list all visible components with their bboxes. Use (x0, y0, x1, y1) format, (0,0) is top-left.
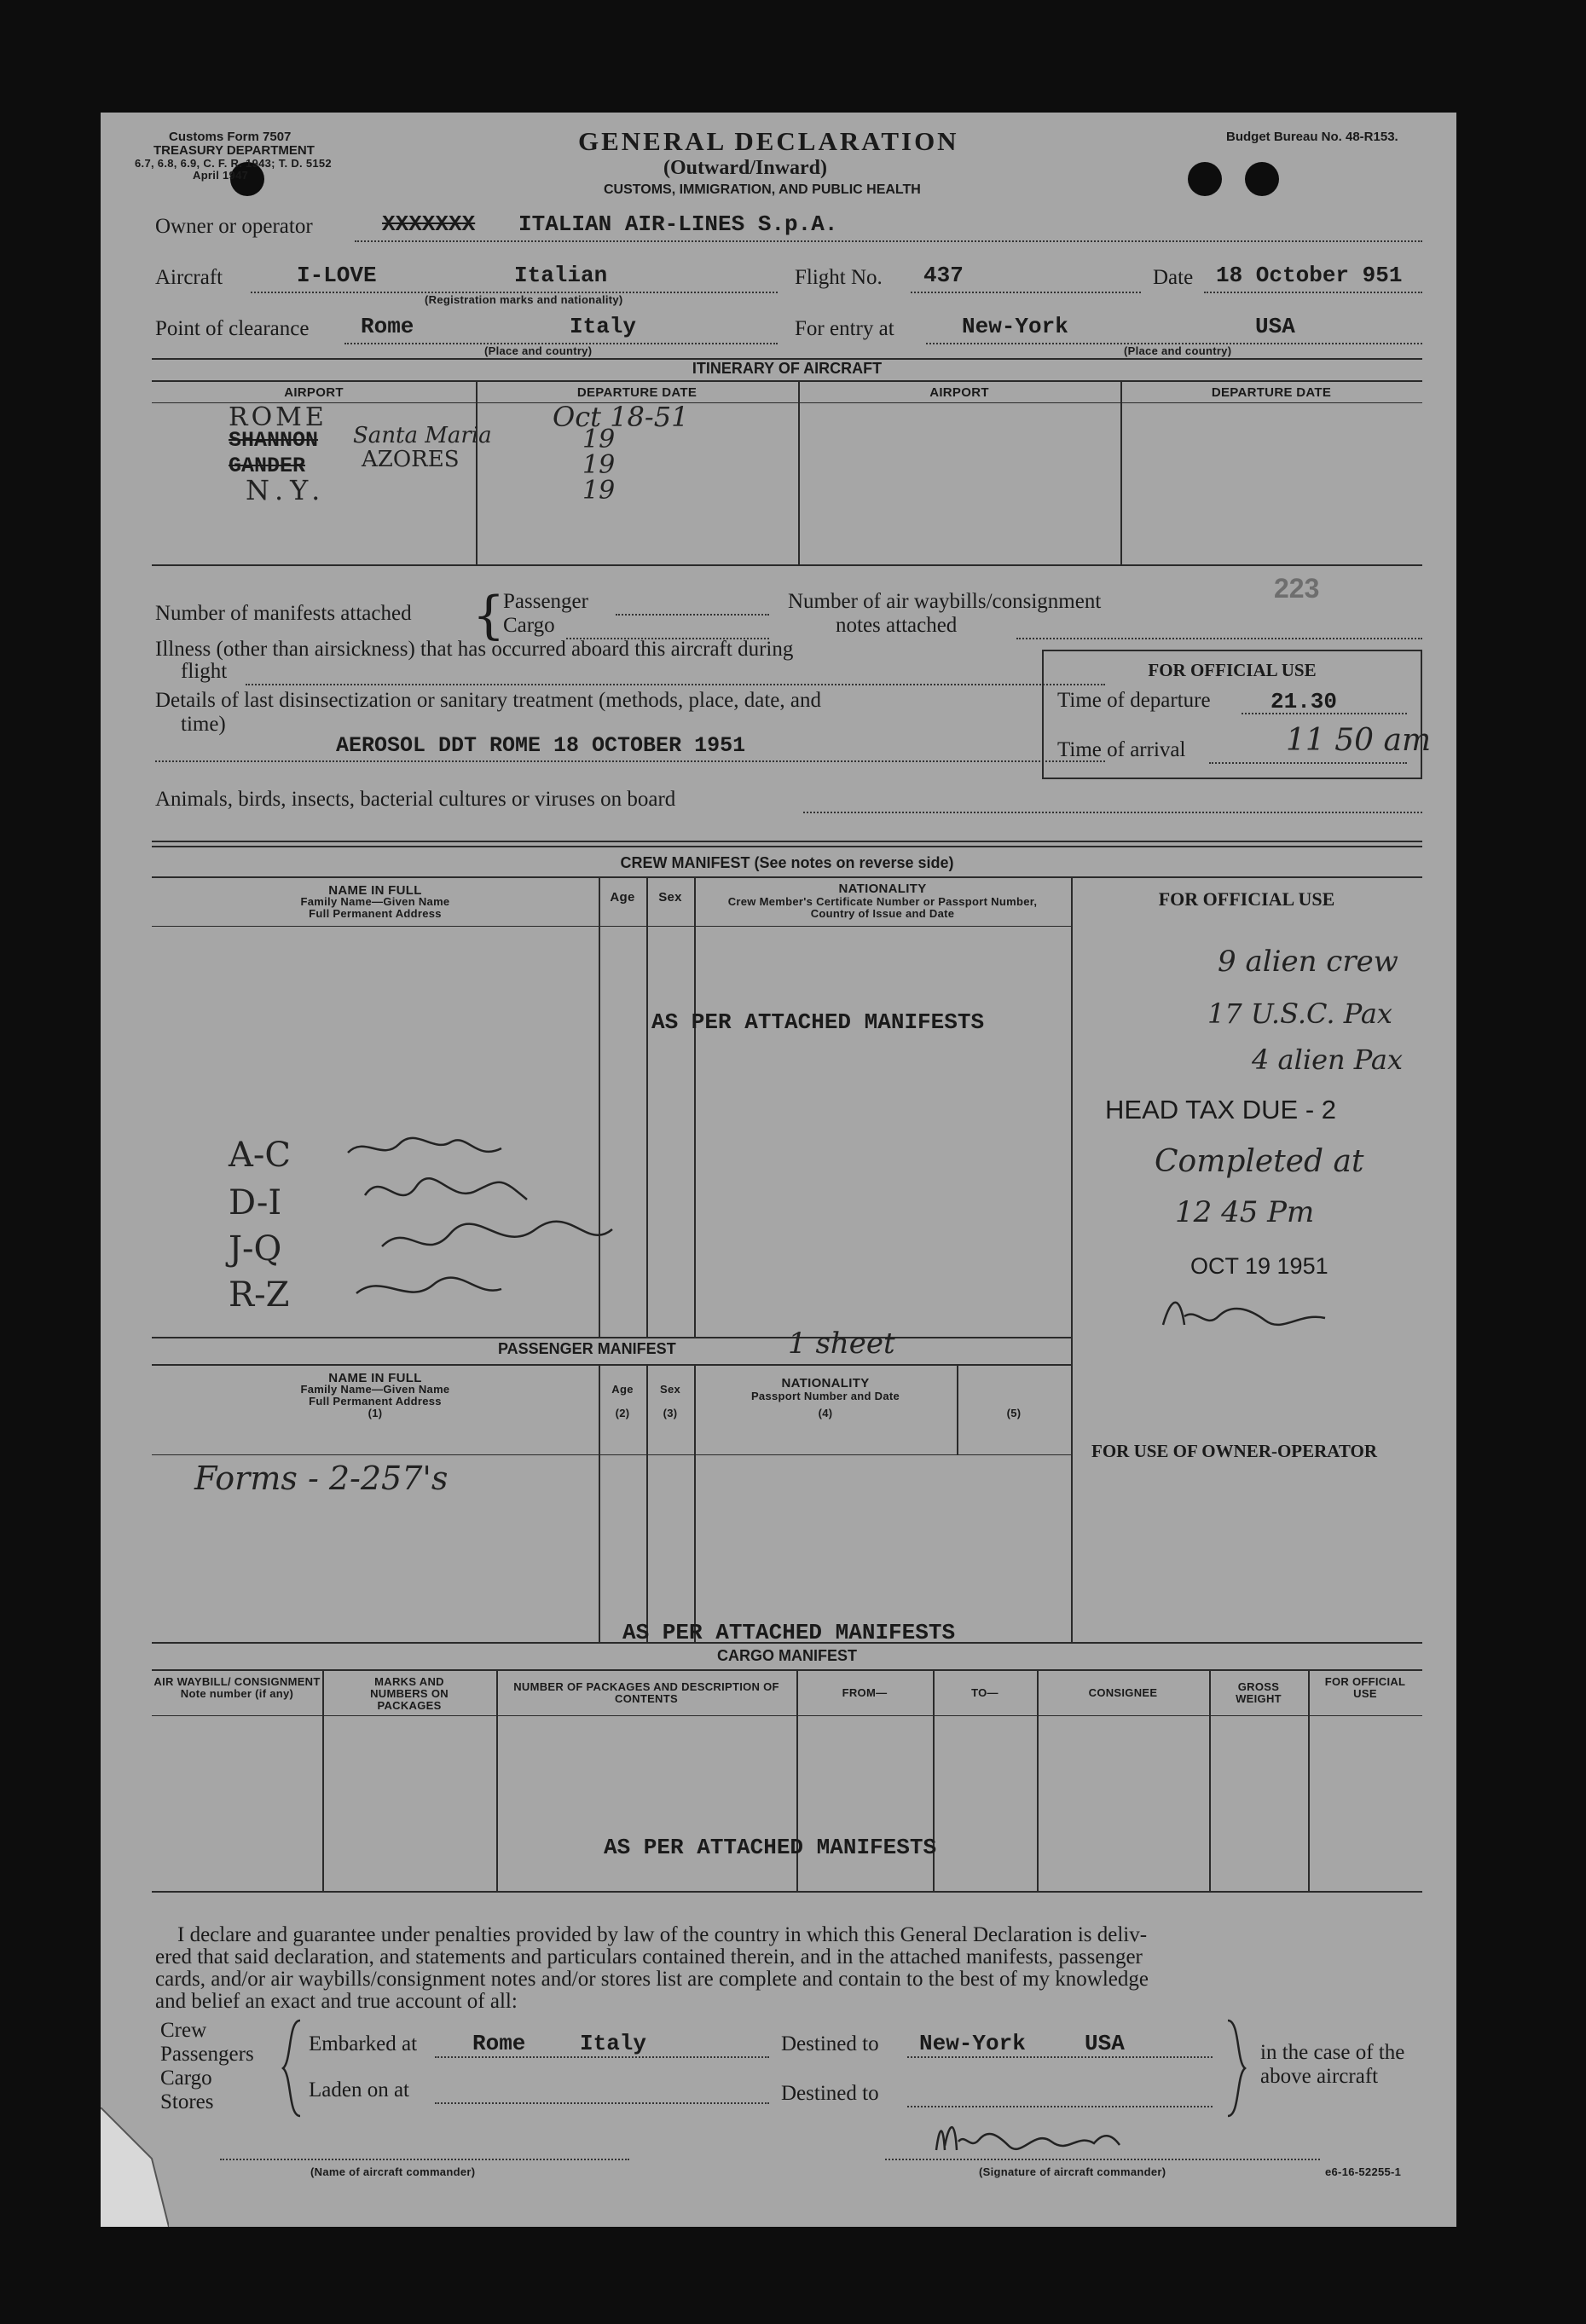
crew-range-di: D-I (229, 1183, 282, 1223)
declaration-line-3: cards, and/or air waybills/consignment notes and/or stores list are complete and contain to the best of my knowledge (155, 1968, 1149, 1991)
owner-label: Owner or operator (155, 215, 313, 238)
aircraft-label: Aircraft (155, 266, 223, 289)
general-declaration-form (101, 113, 1456, 2227)
crew-signatures-scrawl (331, 1127, 732, 1323)
passenger-sheets-note: 1 sheet (788, 1327, 895, 1361)
passenger-col-n1: (1) (368, 1407, 383, 1419)
waybills-label: Number of air waybills/consignment (788, 590, 1102, 613)
manifest-passenger-label: Passenger (503, 590, 588, 613)
crew-col-name: NAME IN FULL (328, 883, 422, 898)
embarked-place: Rome (472, 2031, 526, 2056)
department-label: TREASURY DEPARTMENT (153, 143, 315, 158)
official-note-usc-pax: 17 U.S.C. Pax (1207, 997, 1392, 1030)
cargo-col-weight: GROSS WEIGHT (1236, 1680, 1282, 1705)
passenger-col-n4: (4) (818, 1407, 833, 1419)
budget-bureau-number: Budget Bureau No. 48-R153. (1226, 130, 1398, 144)
clearance-caption: (Place and country) (484, 344, 593, 357)
itinerary-col-airport-2: AIRPORT (929, 385, 989, 400)
punch-hole (1188, 162, 1222, 196)
regulations-line: 6.7, 6.8, 6.9, C. F. R. 1943; T. D. 5152 (135, 157, 332, 170)
case-label: in the case of the (1260, 2041, 1405, 2064)
itinerary-departure-2: 19 (582, 425, 616, 454)
passenger-col-name: NAME IN FULL (328, 1371, 422, 1385)
passenger-forms-note: Forms - 2-257's (194, 1460, 449, 1497)
itinerary-col-departure: DEPARTURE DATE (576, 385, 697, 400)
crew-col-nationality: NATIONALITY (838, 882, 927, 896)
folded-corner (101, 2107, 169, 2227)
entry-label: For entry at (795, 317, 894, 340)
brace-icon (1223, 2019, 1248, 2118)
regulations-date: April 1947 (193, 169, 249, 182)
crew-range-ac: A-C (229, 1136, 292, 1175)
case-label-2: above aircraft (1260, 2065, 1379, 2088)
destined-label: Destined to (781, 2032, 879, 2055)
cargo-col-official: FOR OFFICIAL USE (1324, 1675, 1406, 1700)
crew-col-age: Age (610, 890, 635, 905)
passenger-col-name-2: Family Name—Given Name (300, 1383, 450, 1396)
entry-caption: (Place and country) (1124, 344, 1232, 357)
passenger-col-name-3: Full Permanent Address (309, 1395, 442, 1408)
passenger-attached-note: AS PER ATTACHED MANIFESTS (622, 1620, 956, 1645)
cargo-col-from: FROM— (842, 1686, 888, 1699)
cargo-col-waybill: AIR WAYBILL/ CONSIGNMENT Note number (if any) (153, 1675, 321, 1700)
clearance-label: Point of clearance (155, 317, 310, 340)
commander-signature (928, 2107, 1149, 2167)
crew-range-rz: R-Z (229, 1275, 290, 1315)
crew-range-jq: J-Q (229, 1229, 282, 1269)
passenger-col-sex: Sex (659, 1383, 681, 1396)
destined-place: New-York (919, 2031, 1026, 2056)
disinsectization-value: AEROSOL DDT ROME 18 OCTOBER 1951 (336, 733, 746, 758)
cargo-col-packages: NUMBER OF PACKAGES AND DESCRIPTION OF CONTENTS (513, 1680, 779, 1705)
owner-struck-text: XXXXXXX (382, 211, 476, 237)
passenger-col-nationality: NATIONALITY (781, 1376, 870, 1390)
flight-label: Flight No. (795, 266, 883, 289)
crew-col-nationality-3: Country of Issue and Date (810, 907, 955, 920)
manifest-cargo-label: Cargo (503, 614, 555, 637)
brace-icon: { (472, 586, 506, 645)
declaration-line-2: ered that said declaration, and statements and particulars contained therein, and in the attached manifests, passenger (155, 1945, 1143, 1968)
itinerary-title: ITINERARY OF AIRCRAFT (692, 360, 883, 377)
itinerary-col-departure-2: DEPARTURE DATE (1211, 385, 1332, 400)
itinerary-col-airport: AIRPORT (284, 385, 344, 400)
passenger-col-n5: (5) (1006, 1407, 1022, 1419)
itinerary-airport-2-alt: Santa Maria (353, 423, 492, 448)
official-initials-scrawl (1155, 1291, 1359, 1342)
declaration-item-passengers: Passengers (160, 2043, 254, 2066)
declaration-item-crew: Crew (160, 2019, 207, 2042)
destined-label-2: Destined to (781, 2082, 879, 2105)
passenger-col-nationality-2: Passport Number and Date (750, 1390, 900, 1402)
crew-manifest-title: CREW MANIFEST (See notes on reverse side) (620, 854, 954, 871)
illness-label: Illness (other than airsickness) that has occurred aboard this aircraft during (155, 638, 794, 661)
crew-col-official: FOR OFFICIAL USE (1158, 888, 1335, 910)
itinerary-airport-3-alt: AZORES (362, 447, 460, 472)
itinerary-departure-3: 19 (582, 450, 616, 480)
cargo-col-marks: MARKS AND NUMBERS ON PACKAGES (370, 1675, 449, 1712)
form-subtitle: (Outward/Inward) (663, 157, 828, 179)
cargo-col-consignee: CONSIGNEE (1088, 1686, 1158, 1699)
official-date-stamp: OCT 19 1951 (1190, 1253, 1328, 1279)
waybills-notes-label: notes attached (836, 614, 958, 637)
destined-country: USA (1085, 2031, 1125, 2056)
owner-value: ITALIAN AIR-LINES S.p.A. (518, 211, 838, 237)
itinerary-airport-3-struck: GANDER (229, 454, 306, 478)
date-label: Date (1153, 266, 1194, 289)
itinerary-airport-4: N.Y. (246, 474, 327, 506)
official-note-alien-crew: 9 alien crew (1218, 945, 1398, 979)
print-code: e6-16-52255-1 (1325, 2165, 1402, 2178)
itinerary-airport-1: ROME (229, 402, 327, 432)
crew-col-nationality-2: Crew Member's Certificate Number or Passport Number, (727, 895, 1038, 908)
declaration-line-4: and belief an exact and true account of all: (155, 1990, 518, 2013)
cargo-manifest-title: CARGO MANIFEST (717, 1647, 857, 1664)
brace-icon (280, 2019, 305, 2118)
aircraft-registration: I-LOVE (297, 263, 377, 288)
aircraft-nationality: Italian (514, 263, 608, 288)
embarked-country: Italy (580, 2031, 647, 2056)
passenger-col-n2: (2) (615, 1407, 630, 1419)
commander-signature-caption: (Signature of aircraft commander) (979, 2165, 1166, 2178)
arrival-time-label: Time of arrival (1057, 738, 1186, 761)
manifests-count-label: Number of manifests attached (155, 602, 412, 625)
punch-hole (1245, 162, 1279, 196)
head-tax-stamp: HEAD TAX DUE - 2 (1105, 1095, 1337, 1124)
owner-operator-use-label: FOR USE OF OWNER-OPERATOR (1091, 1441, 1378, 1461)
official-use-title: FOR OFFICIAL USE (1148, 660, 1317, 680)
crew-col-name-3: Full Permanent Address (309, 907, 442, 920)
disinsectization-label-2: time) (181, 713, 226, 736)
illness-label-2: flight (181, 660, 228, 683)
official-note-completed-time: 12 45 Pm (1175, 1195, 1315, 1229)
clearance-country: Italy (570, 314, 637, 339)
crew-col-sex: Sex (658, 890, 682, 905)
cargo-attached-note: AS PER ATTACHED MANIFESTS (604, 1835, 937, 1860)
arrival-time-value: 11 50 am (1286, 723, 1432, 758)
crew-col-name-2: Family Name—Given Name (300, 895, 450, 908)
form-title: GENERAL DECLARATION (578, 126, 959, 156)
departure-time-value: 21.30 (1271, 689, 1338, 714)
official-note-alien-pax: 4 alien Pax (1252, 1043, 1404, 1076)
itinerary-airport-2-struck: SHANNON (229, 428, 319, 453)
commander-name-caption: (Name of aircraft commander) (310, 2165, 476, 2178)
departure-time-label: Time of departure (1057, 689, 1211, 712)
customs-form-number: Customs Form 7507 (169, 130, 292, 144)
crew-attached-note: AS PER ATTACHED MANIFESTS (651, 1009, 985, 1035)
disinsectization-label: Details of last disinsectization or sanitary treatment (methods, place, date, and (155, 689, 821, 712)
entry-place: New-York (962, 314, 1068, 339)
embarked-label: Embarked at (309, 2032, 418, 2055)
declaration-item-stores: Stores (160, 2090, 214, 2113)
passenger-col-age: Age (611, 1383, 634, 1396)
itinerary-departure-1: Oct 18-51 (553, 401, 689, 433)
date-value: 18 October 951 (1216, 263, 1403, 288)
entry-country: USA (1255, 314, 1295, 339)
declaration-item-cargo: Cargo (160, 2067, 212, 2090)
flight-number: 437 (923, 263, 964, 288)
form-subtitle-agencies: CUSTOMS, IMMIGRATION, AND PUBLIC HEALTH (604, 182, 921, 197)
animals-label: Animals, birds, insects, bacterial cultures or viruses on board (155, 788, 676, 811)
aircraft-caption: (Registration marks and nationality) (425, 293, 623, 306)
clearance-place: Rome (361, 314, 414, 339)
passenger-col-n3: (3) (663, 1407, 678, 1419)
itinerary-departure-4: 19 (582, 476, 616, 506)
cargo-col-to: TO— (971, 1686, 998, 1699)
passenger-manifest-title: PASSENGER MANIFEST (498, 1340, 676, 1357)
laden-label: Laden on at (309, 2078, 410, 2101)
declaration-line-1: I declare and guarantee under penalties provided by law of the country in which this General Declaration is deliv- (177, 1923, 1148, 1946)
stamp-number: 223 (1274, 573, 1320, 604)
official-note-completed: Completed at (1155, 1144, 1364, 1179)
